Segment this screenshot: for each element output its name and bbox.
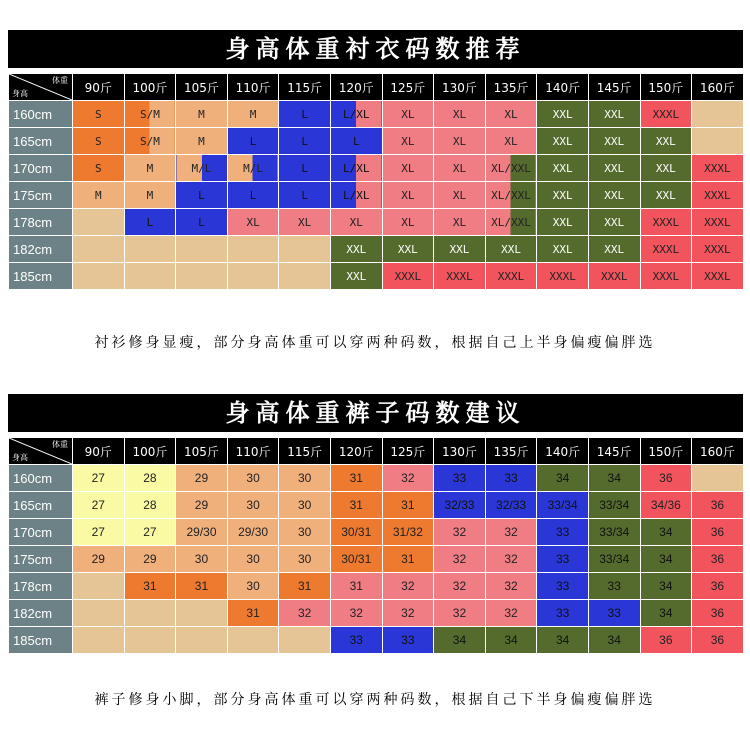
shirt-size-table	[8, 73, 744, 290]
size-cell	[124, 627, 176, 654]
size-cell: M	[227, 101, 279, 128]
size-cell: XL	[382, 182, 434, 209]
size-cell	[279, 263, 331, 290]
size-cell: 30	[227, 492, 279, 519]
weight-axis-label: 体重	[52, 76, 68, 85]
size-cell	[692, 465, 744, 492]
size-cell: S/M	[124, 128, 176, 155]
size-cell: 34	[640, 573, 692, 600]
size-cell: XXL	[588, 155, 640, 182]
weight-column-header: 120斤	[330, 74, 382, 101]
size-cell: XXL	[434, 236, 486, 263]
table-row	[9, 465, 744, 492]
height-row-label: 185cm	[9, 627, 73, 654]
size-cell: XL	[382, 128, 434, 155]
table-row	[9, 573, 744, 600]
size-cell: L/XL	[330, 155, 382, 182]
weight-column-header: 145斤	[588, 438, 640, 465]
height-row-label: 182cm	[9, 236, 73, 263]
size-cell: 34	[640, 519, 692, 546]
size-cell: 27	[73, 465, 125, 492]
weight-column-header: 135斤	[485, 438, 537, 465]
size-cell: XL	[485, 128, 537, 155]
size-cell	[176, 263, 228, 290]
size-cell: 34	[434, 627, 486, 654]
size-cell: 36	[692, 627, 744, 654]
weight-column-header: 130斤	[434, 74, 486, 101]
size-cell: 36	[692, 492, 744, 519]
height-row-label: 160cm	[9, 465, 73, 492]
size-cell: M/L	[176, 155, 228, 182]
size-cell: 33	[588, 600, 640, 627]
size-cell: 36	[692, 600, 744, 627]
size-cell: 32	[279, 600, 331, 627]
size-cell: 29	[176, 465, 228, 492]
size-cell: XXXL	[692, 155, 744, 182]
size-cell: 32	[382, 573, 434, 600]
size-cell: L	[124, 209, 176, 236]
size-cell: 30	[279, 492, 331, 519]
size-cell: 33/34	[588, 546, 640, 573]
weight-column-header: 130斤	[434, 438, 486, 465]
size-cell	[692, 128, 744, 155]
weight-axis-label: 体重	[52, 440, 68, 449]
size-cell: 32	[382, 600, 434, 627]
size-cell: XXL	[640, 155, 692, 182]
size-cell: 31	[330, 492, 382, 519]
size-cell: 36	[692, 519, 744, 546]
header-row	[9, 74, 744, 101]
size-cell: 33	[330, 627, 382, 654]
size-cell: 32/33	[485, 492, 537, 519]
size-cell: L	[279, 182, 331, 209]
size-cell: XXL	[640, 182, 692, 209]
size-cell: XL	[227, 209, 279, 236]
table-row	[9, 182, 744, 209]
size-cell: 30	[227, 546, 279, 573]
size-cell: L	[227, 182, 279, 209]
table-row	[9, 155, 744, 182]
size-cell	[227, 263, 279, 290]
size-cell: XXL	[382, 236, 434, 263]
size-cell: XXXL	[640, 236, 692, 263]
table-row	[9, 101, 744, 128]
size-cell: XL	[434, 155, 486, 182]
size-cell: XL	[279, 209, 331, 236]
size-cell: XXXL	[640, 209, 692, 236]
size-cell: S/M	[124, 101, 176, 128]
size-cell: 32	[434, 519, 486, 546]
size-cell: M	[124, 155, 176, 182]
weight-column-header: 100斤	[124, 74, 176, 101]
size-cell: 33	[537, 519, 589, 546]
height-row-label: 178cm	[9, 573, 73, 600]
table-row	[9, 236, 744, 263]
size-cell	[279, 627, 331, 654]
size-cell: XXL	[588, 182, 640, 209]
size-cell: XXL	[588, 236, 640, 263]
size-cell: XXXL	[640, 263, 692, 290]
size-cell: XXXL	[692, 182, 744, 209]
size-cell: XXXL	[434, 263, 486, 290]
table-row	[9, 600, 744, 627]
size-cell: XXXL	[692, 209, 744, 236]
size-cell: XL	[434, 128, 486, 155]
size-cell: XXXL	[692, 263, 744, 290]
size-cell: 27	[73, 492, 125, 519]
size-cell: L	[279, 128, 331, 155]
size-cell: 34	[588, 627, 640, 654]
size-cell: XXL	[330, 263, 382, 290]
size-cell: 29/30	[176, 519, 228, 546]
size-cell	[227, 236, 279, 263]
size-cell: M/L	[227, 155, 279, 182]
size-cell: 33	[434, 465, 486, 492]
height-row-label: 185cm	[9, 263, 73, 290]
height-row-label: 165cm	[9, 128, 73, 155]
size-cell: L	[176, 209, 228, 236]
size-cell: 27	[124, 519, 176, 546]
size-cell: 34	[485, 627, 537, 654]
corner-cell	[9, 438, 73, 465]
size-cell: 33	[588, 573, 640, 600]
size-cell: XL/XXL	[485, 209, 537, 236]
height-row-label: 170cm	[9, 519, 73, 546]
table-row	[9, 209, 744, 236]
size-cell: 30/31	[330, 519, 382, 546]
size-cell: 33/34	[588, 519, 640, 546]
size-cell: 33	[537, 573, 589, 600]
size-cell: 33/34	[588, 492, 640, 519]
height-row-label: 182cm	[9, 600, 73, 627]
table-row	[9, 546, 744, 573]
size-cell: 33	[485, 465, 537, 492]
size-cell	[124, 600, 176, 627]
weight-column-header: 140斤	[537, 438, 589, 465]
weight-column-header: 125斤	[382, 74, 434, 101]
size-cell: 36	[640, 465, 692, 492]
size-cell	[279, 236, 331, 263]
size-cell: 30	[227, 465, 279, 492]
pants-title: 身高体重裤子码数建议	[8, 394, 743, 432]
size-cell: 28	[124, 465, 176, 492]
size-cell: 32	[434, 573, 486, 600]
size-cell: 30	[279, 546, 331, 573]
size-cell	[176, 627, 228, 654]
size-cell: 31	[124, 573, 176, 600]
size-cell: 33	[382, 627, 434, 654]
size-cell: 32	[485, 573, 537, 600]
weight-column-header: 160斤	[692, 438, 744, 465]
table-row	[9, 627, 744, 654]
size-cell: 30	[227, 573, 279, 600]
height-row-label: 165cm	[9, 492, 73, 519]
size-cell: 34	[588, 465, 640, 492]
size-cell	[73, 600, 125, 627]
weight-column-header: 100斤	[124, 438, 176, 465]
weight-column-header: 90斤	[73, 74, 125, 101]
size-cell: L	[330, 128, 382, 155]
table-row	[9, 492, 744, 519]
weight-column-header: 140斤	[537, 74, 589, 101]
size-cell: 33/34	[537, 492, 589, 519]
height-axis-label: 身高	[12, 89, 28, 98]
size-cell: XXL	[588, 209, 640, 236]
size-cell: 32	[382, 465, 434, 492]
size-cell: L/XL	[330, 182, 382, 209]
size-cell: 30	[279, 519, 331, 546]
shirt-title: 身高体重衬衣码数推荐	[8, 30, 743, 68]
size-cell: 31	[176, 573, 228, 600]
weight-column-header: 135斤	[485, 74, 537, 101]
size-cell: XXL	[588, 128, 640, 155]
size-cell: 29	[176, 492, 228, 519]
size-cell	[227, 627, 279, 654]
weight-column-header: 125斤	[382, 438, 434, 465]
table-row	[9, 519, 744, 546]
weight-column-header: 115斤	[279, 438, 331, 465]
size-cell: 36	[692, 573, 744, 600]
weight-column-header: 145斤	[588, 74, 640, 101]
size-cell: 34	[640, 600, 692, 627]
size-cell: 33	[537, 600, 589, 627]
size-cell: 36	[640, 627, 692, 654]
weight-column-header: 105斤	[176, 438, 228, 465]
size-cell: 33	[537, 546, 589, 573]
size-cell: XXL	[537, 128, 589, 155]
size-cell: 32	[434, 600, 486, 627]
weight-column-header: 110斤	[227, 438, 279, 465]
height-row-label: 175cm	[9, 182, 73, 209]
weight-column-header: 90斤	[73, 438, 125, 465]
size-cell: 31	[227, 600, 279, 627]
weight-column-header: 110斤	[227, 74, 279, 101]
size-cell	[73, 209, 125, 236]
size-cell: 29	[124, 546, 176, 573]
size-cell: XL	[330, 209, 382, 236]
size-cell: L	[279, 101, 331, 128]
size-cell: 36	[692, 546, 744, 573]
size-cell: XL	[434, 182, 486, 209]
size-cell: 31	[382, 492, 434, 519]
corner-cell	[9, 74, 73, 101]
size-cell: XXXL	[537, 263, 589, 290]
size-cell	[176, 600, 228, 627]
size-cell: XXL	[537, 209, 589, 236]
size-cell: S	[73, 101, 125, 128]
size-cell: 32	[485, 546, 537, 573]
size-cell: XL/XXL	[485, 155, 537, 182]
size-cell: 34/36	[640, 492, 692, 519]
size-cell: 30	[279, 465, 331, 492]
size-cell	[176, 236, 228, 263]
size-cell	[692, 101, 744, 128]
weight-column-header: 150斤	[640, 74, 692, 101]
size-cell: XL	[434, 101, 486, 128]
size-cell: XL	[382, 155, 434, 182]
height-row-label: 160cm	[9, 101, 73, 128]
size-cell: 29	[73, 546, 125, 573]
size-cell: 27	[73, 519, 125, 546]
pants-note: 裤子修身小脚，部分身高体重可以穿两种码数，根据自己下半身偏瘦偏胖选	[94, 692, 656, 708]
size-cell: L/XL	[330, 101, 382, 128]
size-cell: XXL	[537, 236, 589, 263]
size-cell: 34	[640, 546, 692, 573]
size-cell: XXL	[537, 101, 589, 128]
size-cell: XL	[382, 209, 434, 236]
size-cell: 31/32	[382, 519, 434, 546]
size-cell: 34	[537, 465, 589, 492]
size-cell: M	[73, 182, 125, 209]
size-cell: L	[176, 182, 228, 209]
weight-column-header: 150斤	[640, 438, 692, 465]
size-cell: 30/31	[330, 546, 382, 573]
size-cell: S	[73, 155, 125, 182]
size-cell: 28	[124, 492, 176, 519]
size-cell: 32	[330, 600, 382, 627]
size-cell: 32	[434, 546, 486, 573]
size-cell: XL/XXL	[485, 182, 537, 209]
size-cell: 32	[485, 600, 537, 627]
size-cell	[73, 236, 125, 263]
weight-column-header: 120斤	[330, 438, 382, 465]
height-row-label: 178cm	[9, 209, 73, 236]
size-cell: XL	[485, 101, 537, 128]
size-cell: L	[227, 128, 279, 155]
size-cell: XXL	[330, 236, 382, 263]
size-cell: XXL	[640, 128, 692, 155]
size-cell: 31	[382, 546, 434, 573]
height-row-label: 170cm	[9, 155, 73, 182]
size-cell: XXXL	[485, 263, 537, 290]
size-cell: XXXL	[692, 236, 744, 263]
size-cell: XXL	[485, 236, 537, 263]
header-row	[9, 438, 744, 465]
size-cell: XL	[382, 101, 434, 128]
size-cell: 32/33	[434, 492, 486, 519]
size-cell	[73, 627, 125, 654]
size-cell: XXL	[537, 182, 589, 209]
shirt-note: 衬衫修身显瘦，部分身高体重可以穿两种码数，根据自己上半身偏瘦偏胖选	[94, 335, 656, 351]
size-cell	[73, 263, 125, 290]
size-cell: M	[124, 182, 176, 209]
size-cell: 34	[537, 627, 589, 654]
size-cell: 29/30	[227, 519, 279, 546]
size-cell	[73, 573, 125, 600]
size-cell: 31	[330, 465, 382, 492]
size-cell	[124, 236, 176, 263]
size-cell: XXL	[537, 155, 589, 182]
weight-column-header: 115斤	[279, 74, 331, 101]
size-cell: XXXL	[382, 263, 434, 290]
height-axis-label: 身高	[12, 453, 28, 462]
size-cell: XXXL	[588, 263, 640, 290]
size-cell	[124, 263, 176, 290]
size-cell: L	[279, 155, 331, 182]
size-cell: S	[73, 128, 125, 155]
weight-column-header: 160斤	[692, 74, 744, 101]
size-cell: 31	[330, 573, 382, 600]
table-row	[9, 128, 744, 155]
size-cell: XXL	[588, 101, 640, 128]
height-row-label: 175cm	[9, 546, 73, 573]
weight-column-header: 105斤	[176, 74, 228, 101]
size-cell: 31	[279, 573, 331, 600]
size-cell: M	[176, 101, 228, 128]
size-cell: M	[176, 128, 228, 155]
table-row	[9, 263, 744, 290]
size-cell: 32	[485, 519, 537, 546]
pants-size-table	[8, 437, 744, 654]
size-cell: 30	[176, 546, 228, 573]
size-cell: XL	[434, 209, 486, 236]
size-cell: XXXL	[640, 101, 692, 128]
